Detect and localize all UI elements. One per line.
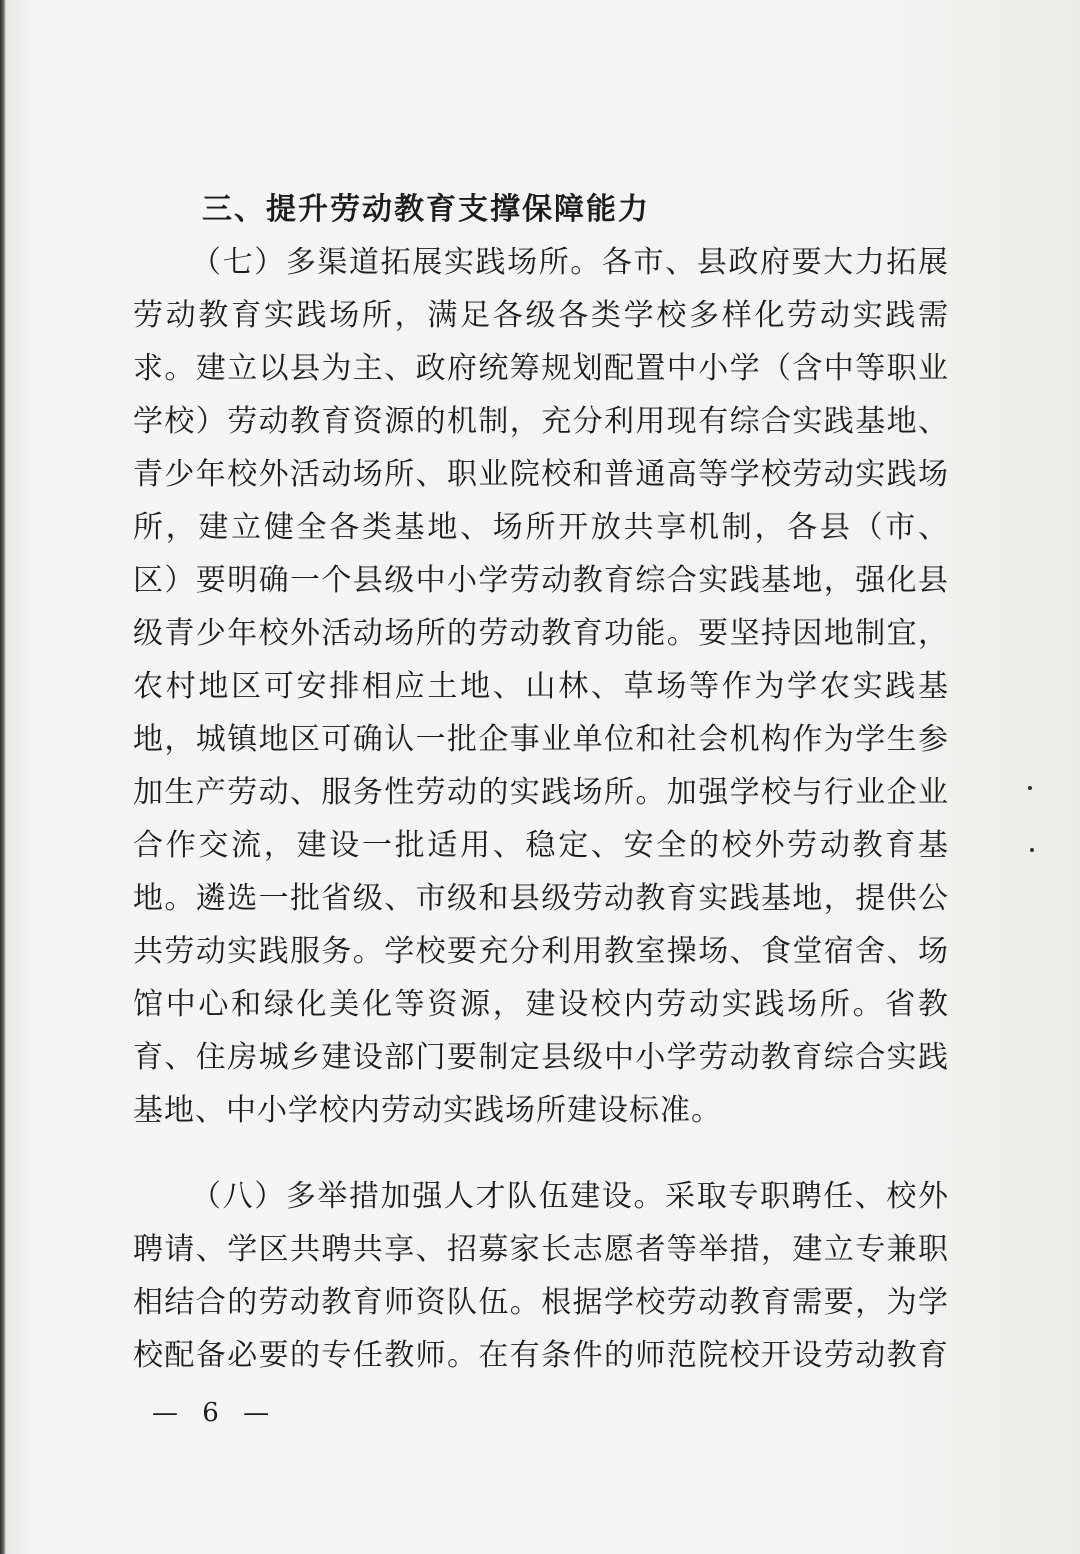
paragraph-line: 地，城镇地区可确认一批企事业单位和社会机构作为学生参 (133, 722, 949, 757)
paragraph-line: 合作交流，建设一批适用、稳定、安全的校外劳动教育基 (133, 828, 949, 863)
scan-speck (1030, 848, 1034, 852)
paragraph-seven (133, 236, 949, 1137)
paragraph-line: 基地、中小学校内劳动实践场所建设标准。 (133, 1093, 722, 1128)
paragraph-line: 聘请、学区共聘共享、招募家长志愿者等举措，建立专兼职 (133, 1232, 949, 1267)
paragraph-line: 相结合的劳动教育师资队伍。根据学校劳动教育需要，为学 (133, 1285, 949, 1320)
paragraph-line: 所，建立健全各类基地、场所开放共享机制，各县（市、 (133, 510, 949, 545)
scan-speck (1028, 786, 1032, 790)
paragraph-line: （八）多举措加强人才队伍建设。采取专职聘任、校外 (191, 1179, 949, 1214)
paragraph-line: 级青少年校外活动场所的劳动教育功能。要坚持因地制宜， (133, 616, 949, 651)
paragraph-line: 求。建立以县为主、政府统筹规划配置中小学（含中等职业 (133, 351, 949, 386)
paragraph-line: 劳动教育实践场所，满足各级各类学校多样化劳动实践需 (133, 298, 949, 333)
paragraph-line: 育、住房城乡建设部门要制定县级中小学劳动教育综合实践 (133, 1040, 949, 1075)
paragraph-line: 馆中心和绿化美化等资源，建设校内劳动实践场所。省教 (133, 987, 949, 1022)
paragraph-line: 学校）劳动教育资源的机制，充分利用现有综合实践基地、 (133, 404, 949, 439)
paragraph-line: 校配备必要的专任教师。在有条件的师范院校开设劳动教育 (133, 1338, 949, 1373)
paragraph-line: 加生产劳动、服务性劳动的实践场所。加强学校与行业企业 (133, 775, 949, 810)
page-number: — 6 — (152, 1398, 278, 1428)
paragraph-line: 青少年校外活动场所、职业院校和普通高等学校劳动实践场 (133, 457, 949, 492)
paragraph-line: 共劳动实践服务。学校要充分利用教室操场、食堂宿舍、场 (133, 934, 949, 969)
paragraph-eight (133, 1170, 949, 1382)
scan-edge-shadow (0, 0, 6, 1554)
paragraph-line: 区）要明确一个县级中小学劳动教育综合实践基地，强化县 (133, 563, 949, 598)
paragraph-line: （七）多渠道拓展实践场所。各市、县政府要大力拓展 (191, 245, 949, 280)
paragraph-line: 农村地区可安排相应土地、山林、草场等作为学农实践基 (133, 669, 949, 704)
paragraph-line: 地。遴选一批省级、市级和县级劳动教育实践基地，提供公 (133, 881, 949, 916)
section-heading: 三、提升劳动教育支撑保障能力 (202, 192, 650, 227)
